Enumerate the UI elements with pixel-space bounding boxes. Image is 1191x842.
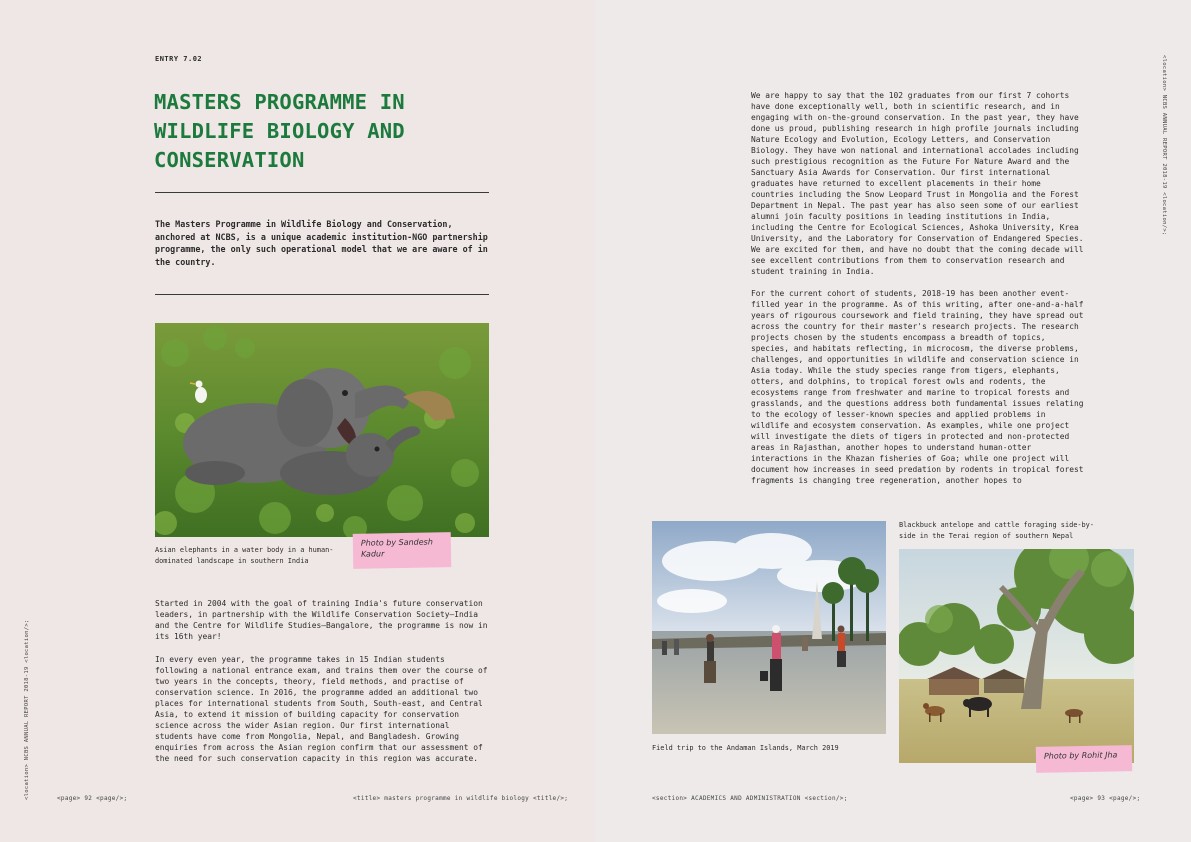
andaman-photo-caption: Field trip to the Andaman Islands, March 2019 <box>652 744 839 752</box>
elephant-photo-credit: Photo by Sandesh Kadur <box>353 532 452 569</box>
footer-page-number-left: <page> 92 <page/>; <box>57 795 128 802</box>
left-page <box>0 0 595 842</box>
blackbuck-photo-caption: Blackbuck antelope and cattle foraging side-by-side in the Terai region of southern Nepal <box>899 521 1094 540</box>
entry-label: ENTRY 7.02 <box>155 55 203 63</box>
elephant-photo <box>155 323 489 537</box>
side-location-right: <location> NCBS ANNUAL REPORT 2018-19 <location/>; <box>1161 55 1167 236</box>
left-paragraph-2: In every even year, the programme takes in 15 Indian students following a national entrance exam, and trains them over the course of two years in the concepts, theory, field methods, and practise of conservation science. In 2016, the programme added an additional two places for international students from South, South-east, and Central Asia, to extend it mission of building capacity for conservation science across the wider Asian region. Our first international students have come from Mongolia, Nepal, and Bangladesh. Growing enquiries from across the Asian region confirm that our assessment of the need for such conservation capacity in this region was accurate. <box>155 655 488 763</box>
page-title: MASTERS PROGRAMME IN WILDLIFE BIOLOGY AND CONSERVATION <box>154 90 405 172</box>
divider-bottom <box>155 294 489 295</box>
blackbuck-photo-credit: Photo by Rohit Jha <box>1036 745 1132 773</box>
elephant-photo-caption: Asian elephants in a water body in a human-dominated landscape in southern India <box>155 546 334 565</box>
side-location-left: <location> NCBS ANNUAL REPORT 2018-19 <location/>; <box>24 619 30 800</box>
right-page <box>595 0 1191 842</box>
divider-top <box>155 192 489 193</box>
right-paragraph-1: We are happy to say that the 102 graduates from our first 7 cohorts have done exceptionally well, both in scientific research, and in engaging with on-the-ground conservation. In the past year, they have done us proud, publishing research in high profile journals including Nature Ecology and Evolution, Ecology Letters, and Conservation Biology. They have won national and international accolades including such prestigious recognition as the Future For Nature Award and the Sanctuary Asia Awards for Conservation. Our first international graduates have returned to excellent placements in their home countries including the Snow Leopard Trust in Mongolia and the Forest Department in Nepal. The past year has also seen some of our earliest alumni join faculty positions in leading institutions in India, including the Centre for Ecological Sciences, Ashoka University, Krea University, and the Laboratory for Conservation of Endangered Species. We are excited for them, and have no doubt that the coming decade will see excellent contributions from them to conservation research and student training in India. <box>751 91 1084 276</box>
footer-title: <title> masters programme in wildlife biology <title/>; <box>353 795 569 802</box>
footer-page-number-right: <page> 93 <page/>; <box>1070 795 1141 802</box>
andaman-photo <box>652 521 886 734</box>
blackbuck-photo <box>899 549 1134 763</box>
left-paragraph-1: Started in 2004 with the goal of training India's future conservation leaders, in partnership with the Wildlife Conservation Society–India and the Centre for Wildlife Studies–Bangalore, the programme is now in its 16th year! <box>155 599 488 641</box>
right-paragraph-2: For the current cohort of students, 2018-19 has been another event-filled year in the programme. As of this writing, after one-and-a-half years of rigourous coursework and field training, they have spread out across the country for their master's research projects. The research projects chosen by the students encompass a breadth of topics, species, and habitats reflecting, in microcosm, the diverse problems, challenges, and opportunities in wildlife and conservation science in Asia today. While the study species range from tigers, elephants, otters, and dolphins, to tropical forest owls and rodents, the ecosystems range from freshwater and marine to tropical forests and grasslands, and the questions address both fundamental issues relating to the ecology of lesser-known species and applied problems in wildlife and ecosystem conservation. As examples, while one project will investigate the diets of tigers in protected and non-protected areas in Rajasthan, another hopes to understand human-otter interactions in the Khazan fisheries of Goa; while one project will document how increases in seed predation by rodents in tropical forest fragments is changing tree regeneration, another hopes to <box>751 289 1084 485</box>
intro-text: The Masters Programme in Wildlife Biology and Conservation, anchored at NCBS, is a unique academic institution-NGO partnership programme, the only such operational model that we are aware of in the country. <box>155 219 488 268</box>
footer-section: <section> ACADEMICS AND ADMINISTRATION <section/>; <box>652 795 848 802</box>
